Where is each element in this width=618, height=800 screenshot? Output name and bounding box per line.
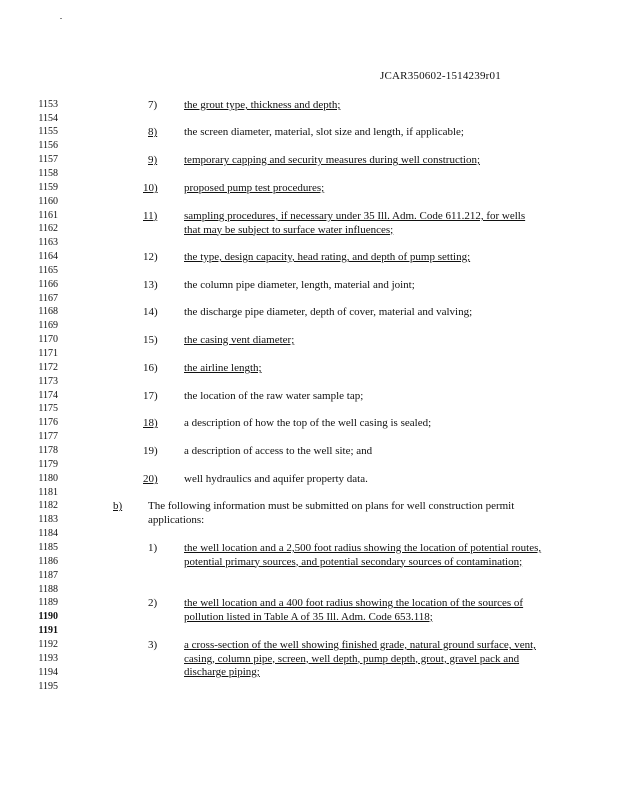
item-number: 8) [148, 126, 158, 138]
line-number: 1161 [38, 210, 58, 221]
line-number: 1187 [38, 570, 58, 581]
item-text: sampling procedures, if necessary under 35 Ill. Adm. Code 611.212, for wells that may be subject to surface water influences; [184, 210, 526, 236]
item-text: proposed pump test procedures; [184, 182, 325, 194]
line-number: 1165 [38, 265, 58, 276]
item-text: the airline length; [184, 362, 262, 374]
line-number: 1175 [38, 403, 58, 414]
line-number: 1173 [38, 376, 58, 387]
line-number: 1185 [38, 542, 58, 553]
line-number: 1193 [38, 653, 58, 664]
item-number: 12) [143, 251, 158, 263]
line-number: 1167 [38, 293, 58, 304]
item-text: the well location and a 2,500 foot radius showing the location of potential routes, potential primary sources, and potential secondary sources of contamination; [184, 542, 542, 568]
item-number: 15) [143, 334, 158, 346]
line-number: 1182 [38, 500, 58, 511]
line-number: 1177 [38, 431, 58, 442]
item-text: well hydraulics and aquifer property data. [184, 473, 368, 485]
line-number: 1172 [38, 362, 58, 373]
line-number: 1174 [38, 390, 58, 401]
line-number: 1194 [38, 667, 58, 678]
line-number: 1159 [38, 182, 58, 193]
item-number: 14) [143, 306, 158, 318]
line-number: 1189 [38, 597, 58, 608]
line-number: 1190 [38, 611, 58, 622]
line-number: 1153 [38, 99, 58, 110]
item-number: 3) [148, 639, 158, 651]
subsection-letter: b) [113, 500, 123, 512]
item-text: the discharge pipe diameter, depth of cover, material and valving; [184, 306, 473, 318]
item-text: the grout type, thickness and depth; [184, 99, 341, 111]
item-number: 2) [148, 597, 158, 609]
item-number: 11) [143, 210, 158, 222]
line-number: 1163 [38, 237, 58, 248]
line-number: 1176 [38, 417, 58, 428]
subsection-text: The following information must be submitted on plans for well construction permit applications: [148, 500, 515, 526]
document-id: JCAR350602-1514239r01 [380, 70, 501, 82]
item-text: the well location and a 400 foot radius showing the location of the sources of pollution listed in Table A of 35 Ill. Adm. Code 653.118; [184, 597, 524, 623]
line-number: 1191 [38, 625, 58, 636]
line-number: 1170 [38, 334, 58, 345]
item-text: a description of how the top of the well casing is sealed; [184, 417, 432, 429]
line-number: 1162 [38, 223, 58, 234]
line-number: 1164 [38, 251, 58, 262]
line-number: 1184 [38, 528, 58, 539]
item-number: 13) [143, 279, 158, 291]
line-number: 1166 [38, 279, 58, 290]
item-text: the location of the raw water sample tap; [184, 390, 364, 402]
line-number: 1181 [38, 487, 58, 498]
item-number: 16) [143, 362, 158, 374]
line-number: 1169 [38, 320, 58, 331]
item-number: 20) [143, 473, 158, 485]
line-number: 1156 [38, 140, 58, 151]
line-number: 1178 [38, 445, 58, 456]
line-number: 1160 [38, 196, 58, 207]
item-number: 19) [143, 445, 158, 457]
item-text: a cross-section of the well showing finished grade, natural ground surface, vent, casing, column pipe, screen, well depth, pump depth, grout, gravel pack and discharge piping; [184, 639, 536, 678]
item-text: a description of access to the well site; and [184, 445, 373, 457]
line-number: 1186 [38, 556, 58, 567]
item-number: 1) [148, 542, 158, 554]
item-number: 18) [143, 417, 158, 429]
line-number: 1192 [38, 639, 58, 650]
line-number: 1157 [38, 154, 58, 165]
item-text: the column pipe diameter, length, material and joint; [184, 279, 415, 291]
item-number: 10) [143, 182, 158, 194]
line-number: 1180 [38, 473, 58, 484]
line-number: 1171 [38, 348, 58, 359]
item-text: the casing vent diameter; [184, 334, 295, 346]
item-number: 7) [148, 99, 158, 111]
scan-speck [60, 18, 62, 19]
line-number: 1195 [38, 681, 58, 692]
item-text: the screen diameter, material, slot size and length, if applicable; [184, 126, 464, 138]
line-number: 1158 [38, 168, 58, 179]
line-number: 1188 [38, 584, 58, 595]
item-text: temporary capping and security measures during well construction; [184, 154, 480, 166]
line-number: 1179 [38, 459, 58, 470]
item-text: the type, design capacity, head rating, and depth of pump setting; [184, 251, 471, 263]
line-number: 1154 [38, 113, 58, 124]
line-number: 1155 [38, 126, 58, 137]
item-number: 9) [148, 154, 158, 166]
item-number: 17) [143, 390, 158, 402]
line-number: 1168 [38, 306, 58, 317]
line-number: 1183 [38, 514, 58, 525]
